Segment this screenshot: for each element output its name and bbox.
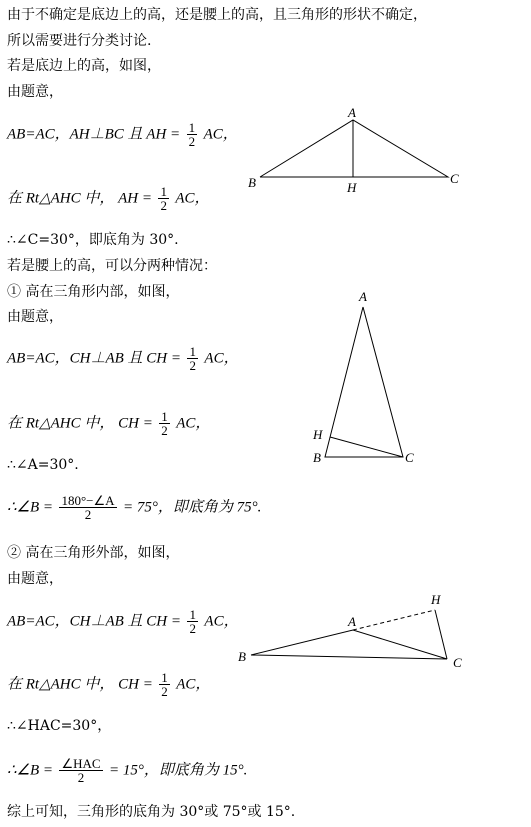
label-b: B [248,175,256,190]
rt-text: 在 Rt△AHC 中， CH = [7,415,153,432]
sub2-angle-hac: ∴∠HAC=30°， [7,718,112,734]
label-h: H [431,592,441,607]
label-c: C [405,450,414,465]
case-base-rt [7,185,210,212]
triangle-abc [251,630,447,659]
figure-base-height [240,105,470,200]
rt-suffix: AC， [176,676,211,693]
figure-outer-height [235,588,475,673]
angle-b-prefix: ∴∠B = [7,499,54,516]
sub1-condition [7,345,239,372]
fraction-half: $\frac{1}{2}$ [161,670,168,699]
label-c: C [450,171,459,186]
condition-text: AB=AC，AH⊥BC 且 AH = [7,126,181,143]
rt-suffix: AC， [175,190,210,207]
case-base-condition [7,121,238,148]
case-leg-title: 若是腰上的高，可以分两种情况： [7,258,217,274]
triangle-abc [260,120,448,177]
extension-ah [353,610,435,630]
sub1-given: 由题意， [7,309,63,325]
label-a: A [359,289,367,304]
angle-b-prefix: ∴∠B = [7,762,54,779]
rt-suffix: AC， [176,415,211,432]
sub2-angle-b [7,757,247,784]
fraction-half: $\frac{1}{2}$ [161,409,168,438]
sub2-title: ② 高在三角形外部，如图， [7,545,180,561]
fraction-half: $\frac{1}{2}$ [189,344,196,373]
label-h: H [347,180,357,195]
summary: 综上可知，三角形的底角为 30°或 75°或 15°. [7,804,296,820]
angle-b-suffix: = 15°，即底角为 15°. [109,762,248,779]
fraction-angle-b: $\frac{\text{∠HAC}}{2}$ [61,756,101,785]
triangle-abc [325,307,403,457]
fraction-half: $\frac{1}{2}$ [189,607,196,636]
fraction-half: $\frac{1}{2}$ [188,120,196,149]
condition-suffix: AC， [204,613,239,630]
condition-text: AB=AC，CH⊥AB 且 CH = [7,613,181,630]
sub1-title: ① 高在三角形内部，如图， [7,284,180,300]
label-a: A [348,614,356,629]
sub2-rt [7,671,210,698]
intro-line-1: 由于不确定是底边上的高，还是腰上的高，且三角形的形状不确定， [7,7,427,23]
sub1-rt [7,410,210,437]
sub2-condition [7,608,239,635]
altitude-ch [435,610,447,659]
intro-line-2: 所以需要进行分类讨论. [7,33,152,49]
rt-text: 在 Rt△AHC 中， AH = [7,190,152,207]
sub1-angle-b [7,494,261,521]
fraction-angle-b: $\frac{180^\circ-\angle A}{2}$ [61,493,115,522]
sub1-angle-a: ∴∠A=30°. [7,457,79,473]
condition-suffix: AC， [204,350,239,367]
label-b: B [313,450,321,465]
rt-text: 在 Rt△AHC 中， CH = [7,676,153,693]
sub2-given: 由题意， [7,571,63,587]
case-base-given: 由题意， [7,84,63,100]
altitude-ch [330,437,403,457]
label-h: H [313,427,323,442]
case-base-conclusion: ∴∠C=30°，即底角为 30°. [7,232,179,248]
label-a: A [348,105,356,120]
angle-b-suffix: = 75°，即底角为 75°. [123,499,262,516]
condition-text: AB=AC，CH⊥AB 且 CH = [7,350,181,367]
case-base-title: 若是底边上的高，如图， [7,58,161,74]
condition-suffix: AC， [203,126,238,143]
label-c: C [453,655,462,670]
fraction-half: $\frac{1}{2}$ [160,184,167,213]
figure-inner-height [305,285,425,470]
label-b: B [238,649,246,664]
